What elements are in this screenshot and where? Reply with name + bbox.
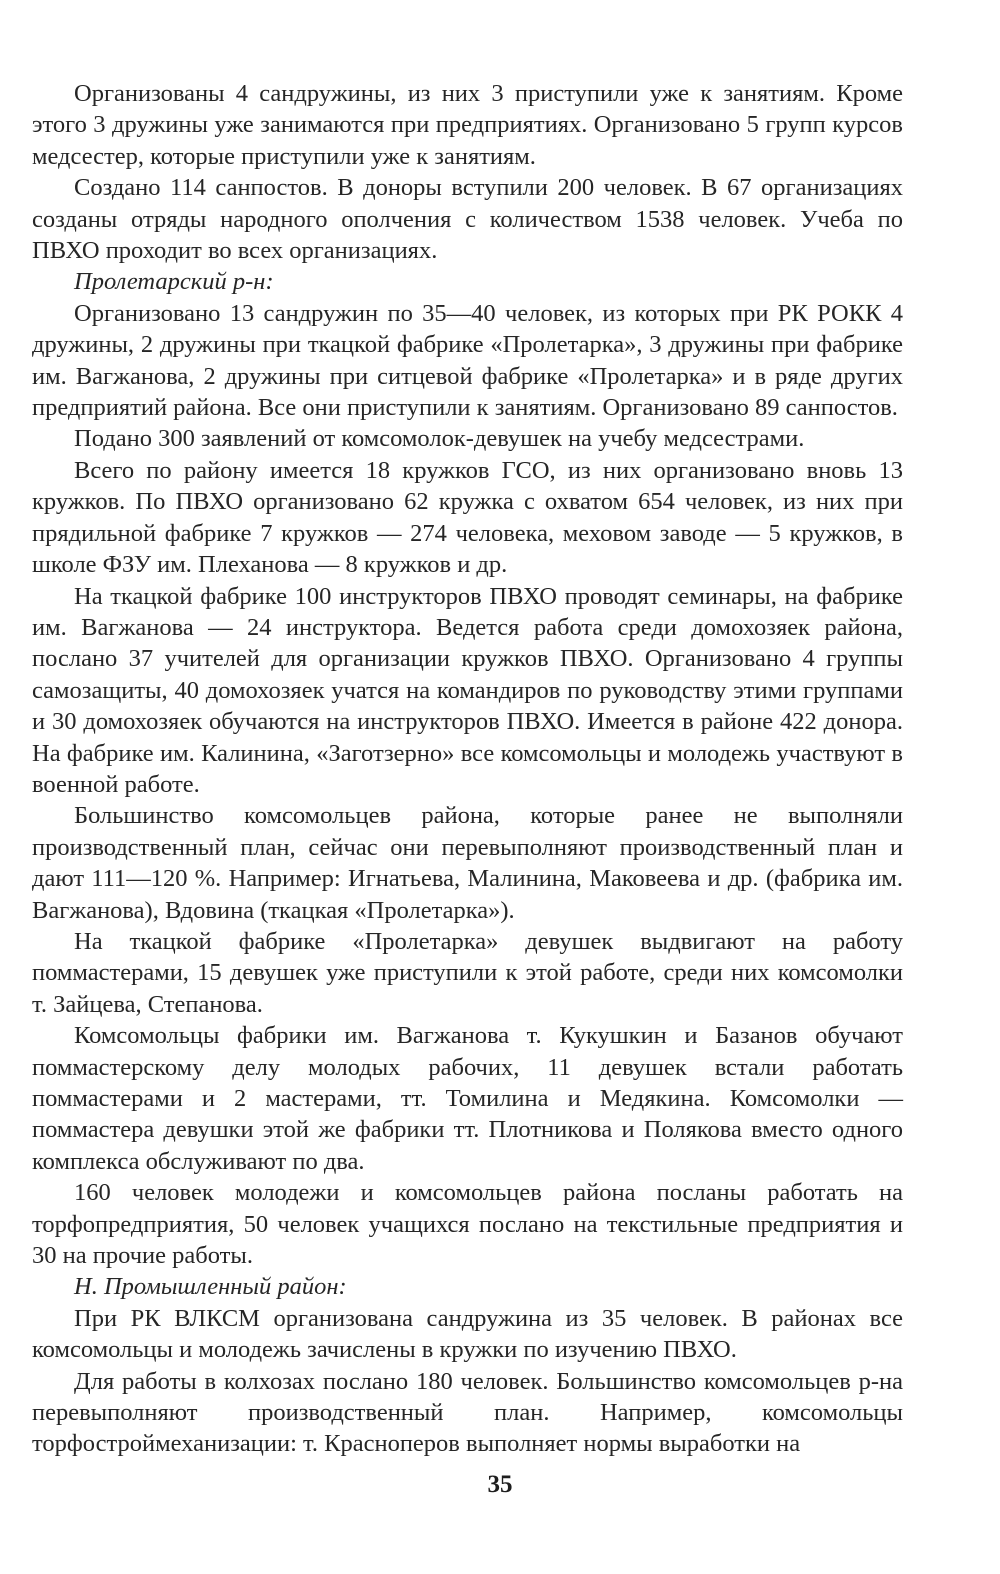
paragraph-sandruzhiny: Организованы 4 сандружины, из них 3 приступили уже к занятиям. Кроме этого 3 дружины уже занимаются при предприятиях. Организовано 5 групп курсов медсестер, которые приступили уже к занятиям. [32, 80, 903, 170]
paragraph-kruzhki-gso: Всего по району имеется 18 кружков ГСО, из них организовано вновь 13 кружков. По ПВХО организовано 62 кружка с охватом 654 человек, из них при прядильной фабрике 7 кружков — 274 человека, меховом заводе — 5 кружков, в школе ФЗУ им. Плеханова — 8 кружков и др. [32, 456, 903, 579]
paragraph-kolhozy: Для работы в колхозах послано 180 человек. Большинство комсомольцев р-на перевыполняют производственный план. Например, комсомольцы торфостроймеханизации: т. Красноперов выполняет нормы выработки на [32, 1367, 903, 1458]
paragraph-sanposty: Создано 114 санпостов. В доноры вступили 200 человек. В 67 организациях созданы отряды народного ополчения с количеством 1538 человек. Учеба по ПВХО проходит во всех организациях. [32, 174, 903, 265]
paragraph-zayavleniya: Подано 300 заявлений от комсомолок-девушек на учебу медсестрами. [74, 425, 805, 453]
paragraph-rk-vlksm: При РК ВЛКСМ организована сандружина из 35 человек. В районах все комсомольцы и молодежь зачислены в кружки по изучению ПВХО. [32, 1304, 903, 1364]
body-text [32, 78, 903, 1460]
section-heading-promyshlenny: Н. Промышленный район: [74, 1273, 347, 1301]
paragraph-instruktory-pvho: На ткацкой фабрике 100 инструкторов ПВХО проводят семинары, на фабрике им. Вагжанова — 24 инструктора. Ведется работа среди домохозяек района, послано 37 учителей для организации кружков ПВХО. Организовано 4 группы самозащиты, 40 домохозяек учатся на командиров по руководству этими группами и 30 домохозяек обучаются на инструкторов ПВХО. Имеется в районе 422 донора. На фабрике им. Калинина, «Заготзерно» все комсомольцы и молодежь участвуют в военной работе. [32, 582, 903, 798]
paragraph-pommastera: На ткацкой фабрике «Пролетарка» девушек выдвигают на работу поммастерами, 15 девушек уже приступили к этой работе, среди них комсомолки т. Зайцева, Степанова. [32, 927, 903, 1018]
paragraph-proizvodstvenny-plan: Большинство комсомольцев района, которые ранее не выполняли производственный план, сейчас они перевыполняют производственный план и дают 111—120 %. Например: Игнатьева, Малинина, Маковеева и др. (фабрика им. Вагжанова), Вдовина (ткацкая «Пролетарка»). [32, 802, 903, 924]
paragraph-proletarsky-sandruzhiny: Организовано 13 сандружин по 35—40 человек, из которых при РК РОКК 4 дружины, 2 дружины при ткацкой фабрике «Пролетарка», 3 дружины при фабрике им. Вагжанова, 2 дружины при ситцевой фабрике «Пролетарка» и в ряде других предприятий района. Все они приступили к занятиям. Организовано 89 санпостов. [32, 299, 903, 422]
page-number: 35 [487, 1471, 513, 1498]
paragraph-torfopredpriyatiya: 160 человек молодежи и комсомольцев района посланы работать на торфопредприятия, 50 человек учащихся послано на текстильные предприятия и 30 на прочие работы. [32, 1179, 903, 1270]
section-heading-proletarsky: Пролетарский р-н: [74, 268, 274, 296]
paragraph-vagzhanova-obuchenie: Комсомольцы фабрики им. Вагжанова т. Кукушкин и Базанов обучают поммастерскому делу молодых рабочих, 11 девушек встали работать поммастерами и 2 мастерами, тт. Томилина и Медякина. Комсомолки — поммастера девушки этой же фабрики тт. Плотникова и Полякова вместо одного комплекса обслуживают по два. [32, 1022, 903, 1175]
